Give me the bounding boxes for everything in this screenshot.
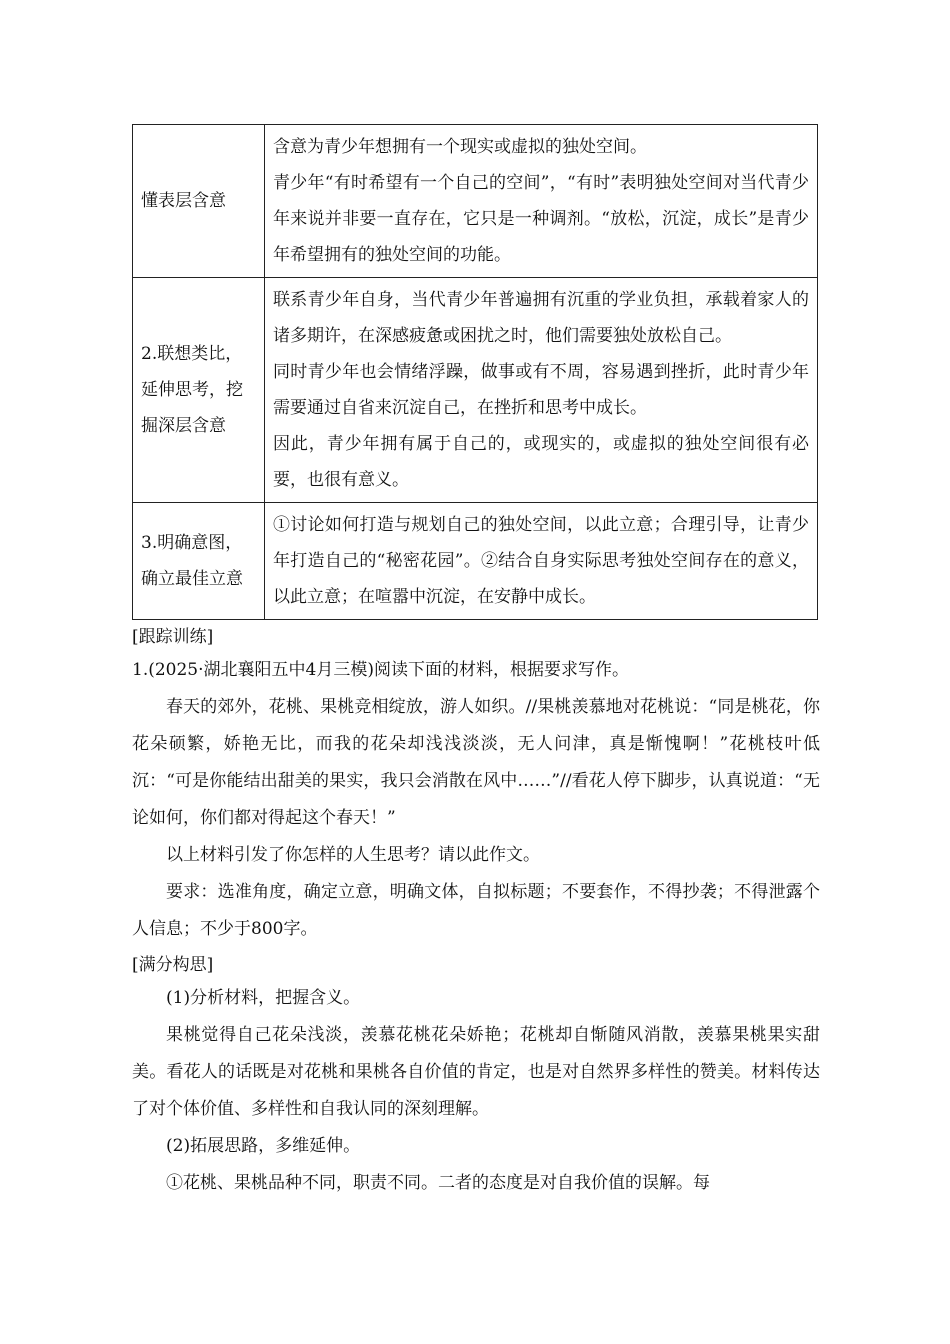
row-content bbox=[265, 278, 818, 503]
analysis-text: 果桃觉得自己花朵浅淡，羡慕花桃花朵娇艳；花桃却自惭随风消散，羡慕果桃果实甜美。看花人的话既是对花桃和果桃各自价值的肯定，也是对自然界多样性的赞美。材料传达了对个体价值、多样性和自我认同的深刻理解。 bbox=[132, 1025, 820, 1119]
row-paragraph: 同时青少年也会情绪浮躁，做事或有不周，容易遇到挫折，此时青少年需要通过自省来沉淀自己，在挫折和思考中成长。 bbox=[273, 362, 809, 418]
prompt-text: 以上材料引发了你怎样的人生思考？请以此作文。 bbox=[166, 845, 540, 865]
row-content bbox=[265, 503, 818, 620]
row-content bbox=[265, 125, 818, 278]
section-heading-training: [跟踪训练] bbox=[132, 627, 214, 647]
question-text: 1.(2025·湖北襄阳五中4月三模)阅读下面的材料，根据要求写作。 bbox=[132, 660, 629, 680]
row-paragraph: 因此，青少年拥有属于自己的，或现实的，或虚拟的独处空间很有必要，也很有意义。 bbox=[273, 434, 809, 490]
table-row bbox=[133, 278, 818, 503]
row-label: 3.明确意图，确立最佳立意 bbox=[133, 503, 265, 620]
document-page bbox=[132, 124, 820, 1202]
row-paragraph: 联系青少年自身，当代青少年普遍拥有沉重的学业负担，承载着家人的诸多期许，在深感疲惫或困扰之时，他们需要独处放松自己。 bbox=[273, 290, 809, 346]
requirements-text: 要求：选准角度，确定立意，明确文体，自拟标题；不要套作，不得抄袭；不得泄露个人信息；不少于800字。 bbox=[132, 882, 820, 939]
table-row bbox=[133, 125, 818, 278]
section-heading-outline: [满分构思] bbox=[132, 955, 214, 975]
step-one-title: (1)分析材料，把握含义。 bbox=[166, 988, 361, 1008]
table-row bbox=[133, 503, 818, 620]
row-label: 懂表层含意 bbox=[133, 125, 265, 278]
analysis-table bbox=[132, 124, 818, 620]
step-two-title: (2)拓展思路，多维延伸。 bbox=[166, 1136, 361, 1156]
row-paragraph: 含意为青少年想拥有一个现实或虚拟的独处空间。 bbox=[273, 137, 647, 157]
row-paragraph: ①讨论如何打造与规划自己的独处空间，以此立意；合理引导，让青少年打造自己的“秘密花园”。②结合自身实际思考独处空间存在的意义，以此立意；在喧嚣中沉淀，在安静中成长。 bbox=[273, 515, 809, 607]
point-one-text: ①花桃、果桃品种不同，职责不同。二者的态度是对自我价值的误解。每 bbox=[166, 1173, 710, 1193]
row-paragraph: 青少年“有时希望有一个自己的空间”，“有时”表明独处空间对当代青少年来说并非要一直存在，它只是一种调剂。“放松，沉淀，成长”是青少年希望拥有的独处空间的功能。 bbox=[273, 173, 809, 265]
row-label: 2.联想类比，延伸思考，挖掘深层含意 bbox=[133, 278, 265, 503]
material-text: 春天的郊外，花桃、果桃竞相绽放，游人如织。//果桃羡慕地对花桃说：“同是桃花，你花朵硕繁，娇艳无比，而我的花朵却浅浅淡淡，无人问津，真是惭愧啊！”花桃枝叶低沉：“可是你能结出甜美的果实，我只会消散在风中……”//看花人停下脚步，认真说道：“无论如何，你们都对得起这个春天！” bbox=[132, 697, 820, 828]
